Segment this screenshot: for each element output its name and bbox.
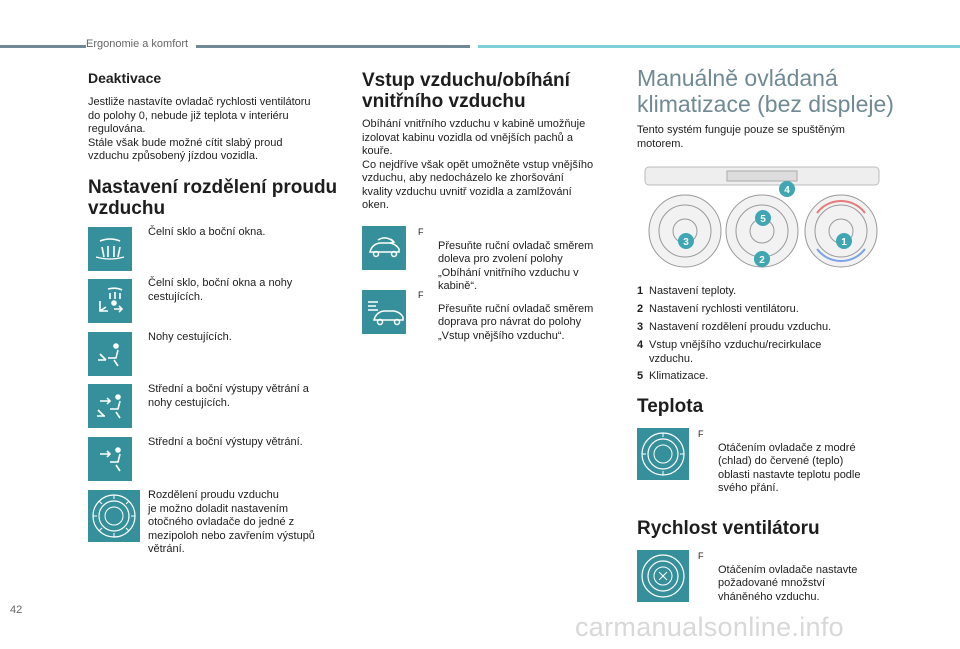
legend-text: Nastavení rychlosti ventilátoru. xyxy=(649,303,799,315)
legend-text: Nastavení teploty. xyxy=(649,285,737,297)
legend-number: 1 xyxy=(637,285,644,297)
legend-text: Nastavení rozdělení proudu vzduchu. xyxy=(649,321,832,333)
legend-number: 3 xyxy=(637,321,644,333)
callout-3: 3 xyxy=(683,237,689,248)
temperature-text: Otáčením ovladače z modré (chlad) do červené (teplo) oblasti nastavte teplotu podle svého přání. xyxy=(718,441,861,494)
callout-2: 2 xyxy=(759,255,765,266)
distribution-title: Nastavení rozdělení proudu vzduchu xyxy=(88,177,338,219)
legend-number: 5 xyxy=(637,370,644,382)
feet-airflow-icon xyxy=(88,332,132,376)
legend-text: Vstup vnějšího vzduchu/recirkulace vzduchu. xyxy=(649,339,822,365)
callout-1: 1 xyxy=(841,237,847,248)
vents-feet-icon xyxy=(88,384,132,428)
windshield-defrost-icon xyxy=(88,227,132,271)
dist-item-5-text: Střední a boční výstupy větrání. xyxy=(148,436,303,448)
dist-item-4-text: Střední a boční výstupy větrání a nohy cestujících. xyxy=(148,383,309,409)
bullet-marker: F xyxy=(418,290,424,300)
legend-number: 4 xyxy=(637,339,644,351)
dist-item-6-text: Rozdělení proudu vzduchu je možno doladit nastavením otočného ovladače do jedné z mezipoloh nebo zavřením výstupů větrání. xyxy=(148,489,315,555)
vents-airflow-icon xyxy=(88,437,132,481)
header-rule-accent xyxy=(478,45,960,48)
manual-ac-intro: Tento systém funguje pouze se spuštěným motorem. xyxy=(637,124,845,150)
outside-air-icon xyxy=(362,290,406,334)
windshield-feet-icon xyxy=(88,279,132,323)
callout-5: 5 xyxy=(760,214,766,225)
bullet-marker: F xyxy=(698,551,704,561)
temperature-knob-icon xyxy=(637,428,689,480)
control-panel-illustration xyxy=(637,163,887,275)
bullet-marker: F xyxy=(418,227,424,237)
outside-air-text: Přesuňte ruční ovladač směrem doprava pro návrat do polohy „Vstup vnějšího vzduchu“. xyxy=(438,302,594,342)
distribution-knob-icon xyxy=(88,490,140,542)
fan-speed-knob-icon xyxy=(637,550,689,602)
temperature-instruction xyxy=(698,428,908,496)
temperature-title: Teplota xyxy=(637,396,704,417)
bullet-marker: F xyxy=(698,429,704,439)
dist-item-1-text: Čelní sklo a boční okna. xyxy=(148,226,266,238)
section-label: Ergonomie a komfort xyxy=(86,38,196,50)
header-rule xyxy=(0,45,470,48)
deactivation-title: Deaktivace xyxy=(88,70,162,86)
recirculation-instruction xyxy=(418,226,638,294)
recirculation-text: Přesuňte ruční ovladač směrem doleva pro zvolení polohy „Obíhání vnitřního vzduchu v kabině“. xyxy=(438,239,594,292)
fan-speed-instruction xyxy=(698,550,908,604)
fan-speed-text: Otáčením ovladače nastavte požadované množství vháněného vzduchu. xyxy=(718,563,858,603)
callout-4: 4 xyxy=(784,185,790,196)
manual-ac-title: Manuálně ovládaná klimatizace (bez displeje) xyxy=(637,65,894,117)
page-number: 42 xyxy=(10,604,23,616)
legend-text: Klimatizace. xyxy=(649,370,709,382)
fan-speed-title: Rychlost ventilátoru xyxy=(637,518,820,539)
dist-item-3-text: Nohy cestujících. xyxy=(148,331,232,343)
outside-air-instruction xyxy=(418,289,638,343)
deactivation-text: Jestliže nastavíte ovladač rychlosti ventilátoru do polohy 0, nebude již teplota v interiéru regulována. Stále však bude možné cítit slabý proud vzduchu způsobený jízdou vozidla. xyxy=(88,96,311,162)
legend-number: 2 xyxy=(637,303,644,315)
dist-item-2-text: Čelní sklo, boční okna a nohy cestujících. xyxy=(148,277,293,303)
air-intake-title: Vstup vzduchu/obíhání vnitřního vzduchu xyxy=(362,70,570,112)
air-intake-text: Obíhání vnitřního vzduchu v kabině umožňuje izolovat kabinu vozidla od vnějších pachů a kouře. Co nejdříve však opět umožněte vstup vnějšího vzduchu, aby nedocházelo ke zhoršování kvality vzduchu uvnitř vozidla a zamlžování oken. xyxy=(362,118,594,211)
recirculation-icon xyxy=(362,226,406,270)
watermark: carmanualsonline.info xyxy=(575,612,844,642)
